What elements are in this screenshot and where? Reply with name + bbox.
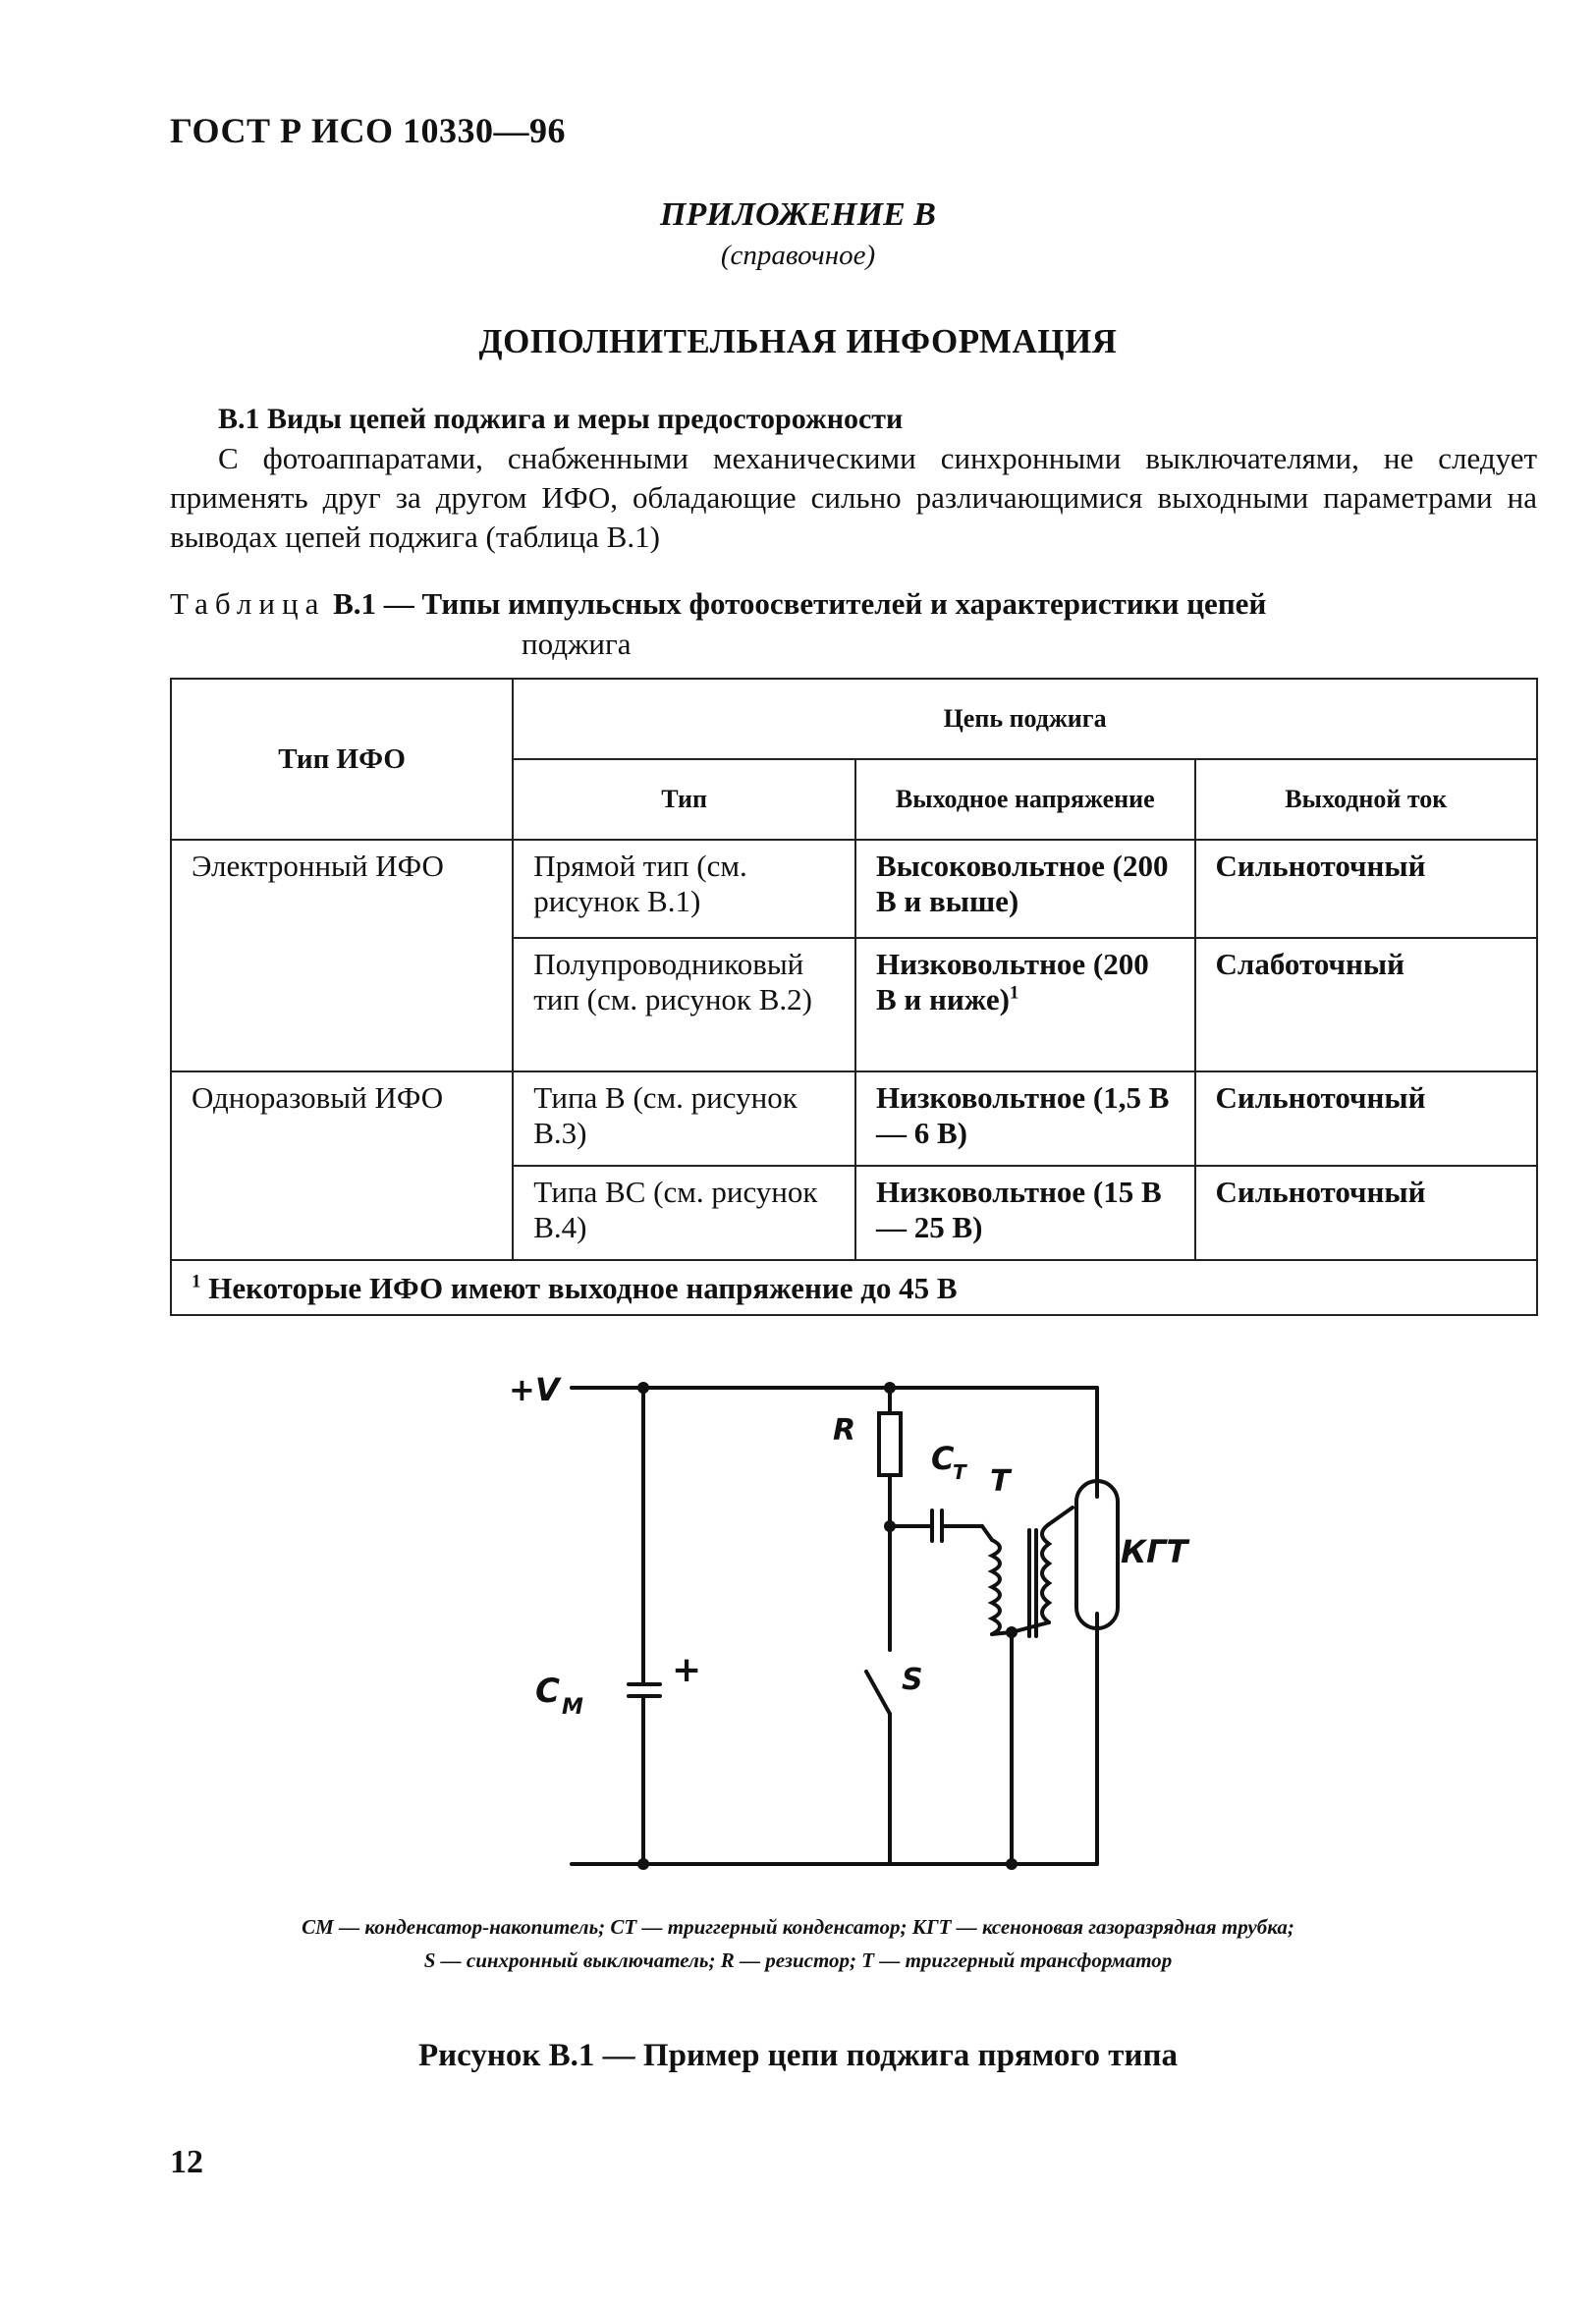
table-caption-label: Таблица (170, 586, 326, 621)
cell-voltage: Низковольтное (1,5 В — 6 В) (855, 1071, 1195, 1166)
tube-label: КГТ (1121, 1533, 1188, 1570)
footnote-ref: 1 (1009, 982, 1019, 1004)
cell-voltage: Низковольтное (15 В — 25 В) (855, 1166, 1195, 1260)
section-paragraph: С фотоаппаратами, снабженными механическими синхронными выключателями, не следует применять друг за другом ИФО, обладающие сильно различающимися выходными параметрами на выводах цепей поджига (таблица В.1) (170, 441, 1537, 554)
table-row (171, 1071, 1537, 1166)
switch-label: S (902, 1663, 923, 1697)
supply-label: +V (509, 1371, 560, 1408)
figure-legend: CМ — конденсатор-накопитель; CТ — триггерный конденсатор; КГТ — ксеноновая газоразрядная трубка; S — синхронный выключатель; R — резистор; T — триггерный трансформатор (302, 1915, 1294, 1972)
trigger-transformer (992, 1508, 1073, 1864)
section-heading: В.1 Виды цепей поджига и меры предосторожности (218, 403, 904, 435)
junction-dots (637, 1382, 1018, 1870)
header-circuit: Цепь поджига (513, 679, 1537, 759)
cell-type: Типа ВС (см. рисунок В.4) (513, 1166, 855, 1260)
cell-voltage: Высоковольтное (200 В и выше) (855, 840, 1195, 938)
cell-ifo: Электронный ИФО (171, 840, 513, 1071)
cell-current: Слаботочный (1195, 938, 1537, 1071)
resistor-label: R (833, 1413, 856, 1448)
table-caption (170, 583, 1537, 664)
ignition-circuit-diagram (0, 1355, 1596, 1886)
storage-cap-sub: M (562, 1695, 583, 1720)
header-ifo-type: Тип ИФО (171, 679, 513, 840)
trigger-cap-label: C (931, 1440, 955, 1477)
page-number: 12 (170, 2144, 203, 2180)
cell-type: Прямой тип (см. рисунок В.1) (513, 840, 855, 938)
plus-label: + (672, 1650, 702, 1690)
ifo-types-table (170, 678, 1538, 1316)
cell-current: Сильноточный (1195, 1071, 1537, 1166)
cell-current: Сильноточный (1195, 840, 1537, 938)
figure-caption: Рисунок В.1 — Пример цепи поджига прямого типа (418, 2038, 1178, 2073)
main-title: ДОПОЛНИТЕЛЬНАЯ ИНФОРМАЦИЯ (478, 322, 1118, 360)
header-type: Тип (513, 759, 855, 840)
footnote-mark: 1 (192, 1271, 201, 1292)
appendix-subtitle: (справочное) (720, 240, 876, 271)
cell-current: Сильноточный (1195, 1166, 1537, 1260)
header-voltage: Выходное напряжение (855, 759, 1195, 840)
appendix-title: ПРИЛОЖЕНИЕ В (660, 196, 936, 233)
cell-type: Полупроводниковый тип (см. рисунок В.2) (513, 938, 855, 1071)
switch-blade (866, 1672, 890, 1714)
header-current: Выходной ток (1195, 759, 1537, 840)
table-row (171, 840, 1537, 938)
cell-voltage-text: Низковольтное (200 В и ниже) (876, 947, 1149, 1016)
cell-type: Типа В (см. рисунок В.3) (513, 1071, 855, 1166)
footnote-text: Некоторые ИФО имеют выходное напряжение до 45 В (208, 1271, 958, 1305)
trigger-cap-sub: T (953, 1460, 966, 1484)
storage-capacitor (629, 1388, 660, 1864)
storage-cap-label: C (535, 1672, 560, 1711)
table-footnote (171, 1260, 1537, 1315)
xenon-flash-tube (1076, 1388, 1118, 1864)
transformer-label: T (990, 1464, 1011, 1499)
table-caption-line2: поджига (522, 627, 632, 661)
cell-ifo: Одноразовый ИФО (171, 1071, 513, 1260)
table-caption-line1: В.1 — Типы импульсных фотоосветителей и характеристики цепей (333, 586, 1267, 621)
document-id: ГОСТ Р ИСО 10330—96 (170, 111, 566, 150)
trigger-capacitor (890, 1510, 992, 1541)
cell-voltage (855, 938, 1195, 1071)
resistor-body (879, 1413, 901, 1475)
